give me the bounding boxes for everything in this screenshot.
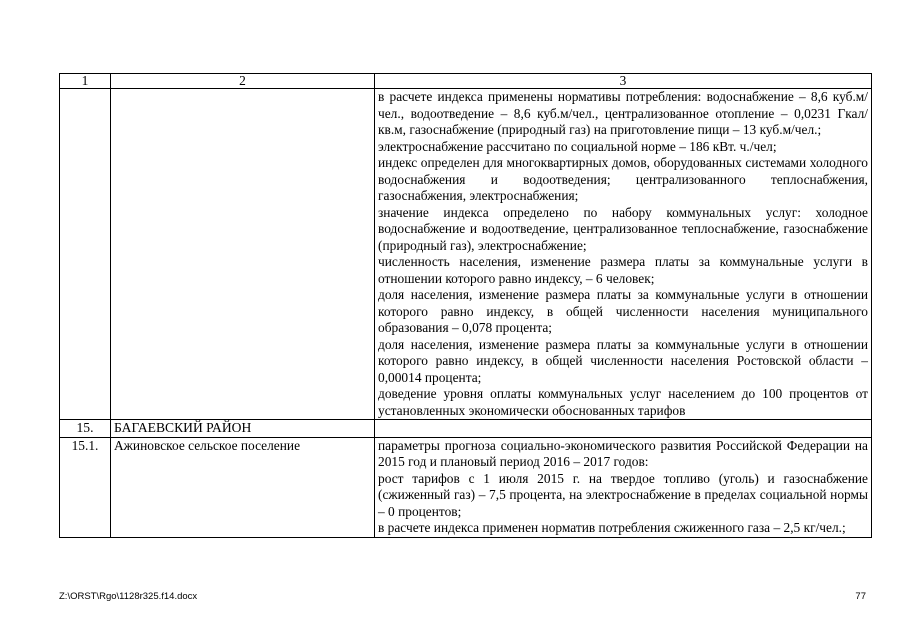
column-number-row xyxy=(60,74,872,89)
settlement-name: Ажиновское сельское поселение xyxy=(111,437,375,537)
settlement-description-cell xyxy=(375,437,872,537)
district-number: 15. xyxy=(60,420,111,438)
column-number-2: 2 xyxy=(111,74,375,89)
paragraph: доведение уровня оплаты коммунальных услуг населением до 100 процентов от установленных экономически обоснованных тарифов xyxy=(378,386,868,418)
district-description xyxy=(375,420,872,438)
document-table xyxy=(59,73,872,538)
footer-file-path: Z:\ORST\Rgo\1128r325.f14.docx xyxy=(59,591,198,602)
settlement-row xyxy=(60,437,872,537)
continuation-row xyxy=(60,89,872,420)
continuation-description-cell xyxy=(375,89,872,420)
column-number-3: 3 xyxy=(375,74,872,89)
district-name: БАГАЕВСКИЙ РАЙОН xyxy=(111,420,375,438)
column-number-1: 1 xyxy=(60,74,111,89)
paragraph: доля населения, изменение размера платы за коммунальные услуги в отношении которого равно индексу, в общей численности населения Ростовской области – 0,00014 процента; xyxy=(378,336,868,385)
continuation-num-cell xyxy=(60,89,111,420)
footer-page-number: 77 xyxy=(855,591,866,602)
paragraph: в расчете индекса применен норматив потребления сжиженного газа – 2,5 кг/чел.; xyxy=(378,520,846,535)
paragraph: рост тарифов с 1 июля 2015 г. на твердое топливо (уголь) и газоснабжение (сжиженный газ) – 7,5 процента, на электроснабжение в пределах социальной нормы – 0 процентов; xyxy=(378,470,868,519)
paragraph: параметры прогноза социально-экономического развития Российской Федерации на 2015 год и плановый период 2016 – 2017 годов: xyxy=(378,437,868,469)
paragraph: электроснабжение рассчитано по социальной норме – 186 кВт. ч./чел; xyxy=(378,138,777,154)
continuation-name-cell xyxy=(111,89,375,420)
paragraph: в расчете индекса применены нормативы потребления: водоснабжение – 8,6 куб.м/чел., водоотведение – 8,6 куб.м/чел., централизованное отопление – 0,0231 Гкал/ кв.м, газоснабжение (природный газ) на приготовление пищи – 13 куб.м/чел.; xyxy=(378,89,868,137)
district-row xyxy=(60,420,872,438)
paragraph: численность населения, изменение размера платы за коммунальные услуги в отношении которого равно индексу, – 6 человек; xyxy=(378,254,868,286)
paragraph: индекс определен для многоквартирных домов, оборудованных системами холодного водоснабжения и водоотведения; централизованного теплоснабжения, газоснабжения, электроснабжения; xyxy=(378,155,868,203)
paragraph: значение индекса определено по набору коммунальных услуг: холодное водоснабжение и водоотведение, централизованное теплоснабжение, газоснабжение (природный газ), электроснабжение; xyxy=(378,204,868,253)
paragraph: доля населения, изменение размера платы за коммунальные услуги в отношении которого равно индексу, в общей численности населения муниципального образования – 0,078 процента; xyxy=(378,287,868,335)
settlement-number: 15.1. xyxy=(60,437,111,537)
